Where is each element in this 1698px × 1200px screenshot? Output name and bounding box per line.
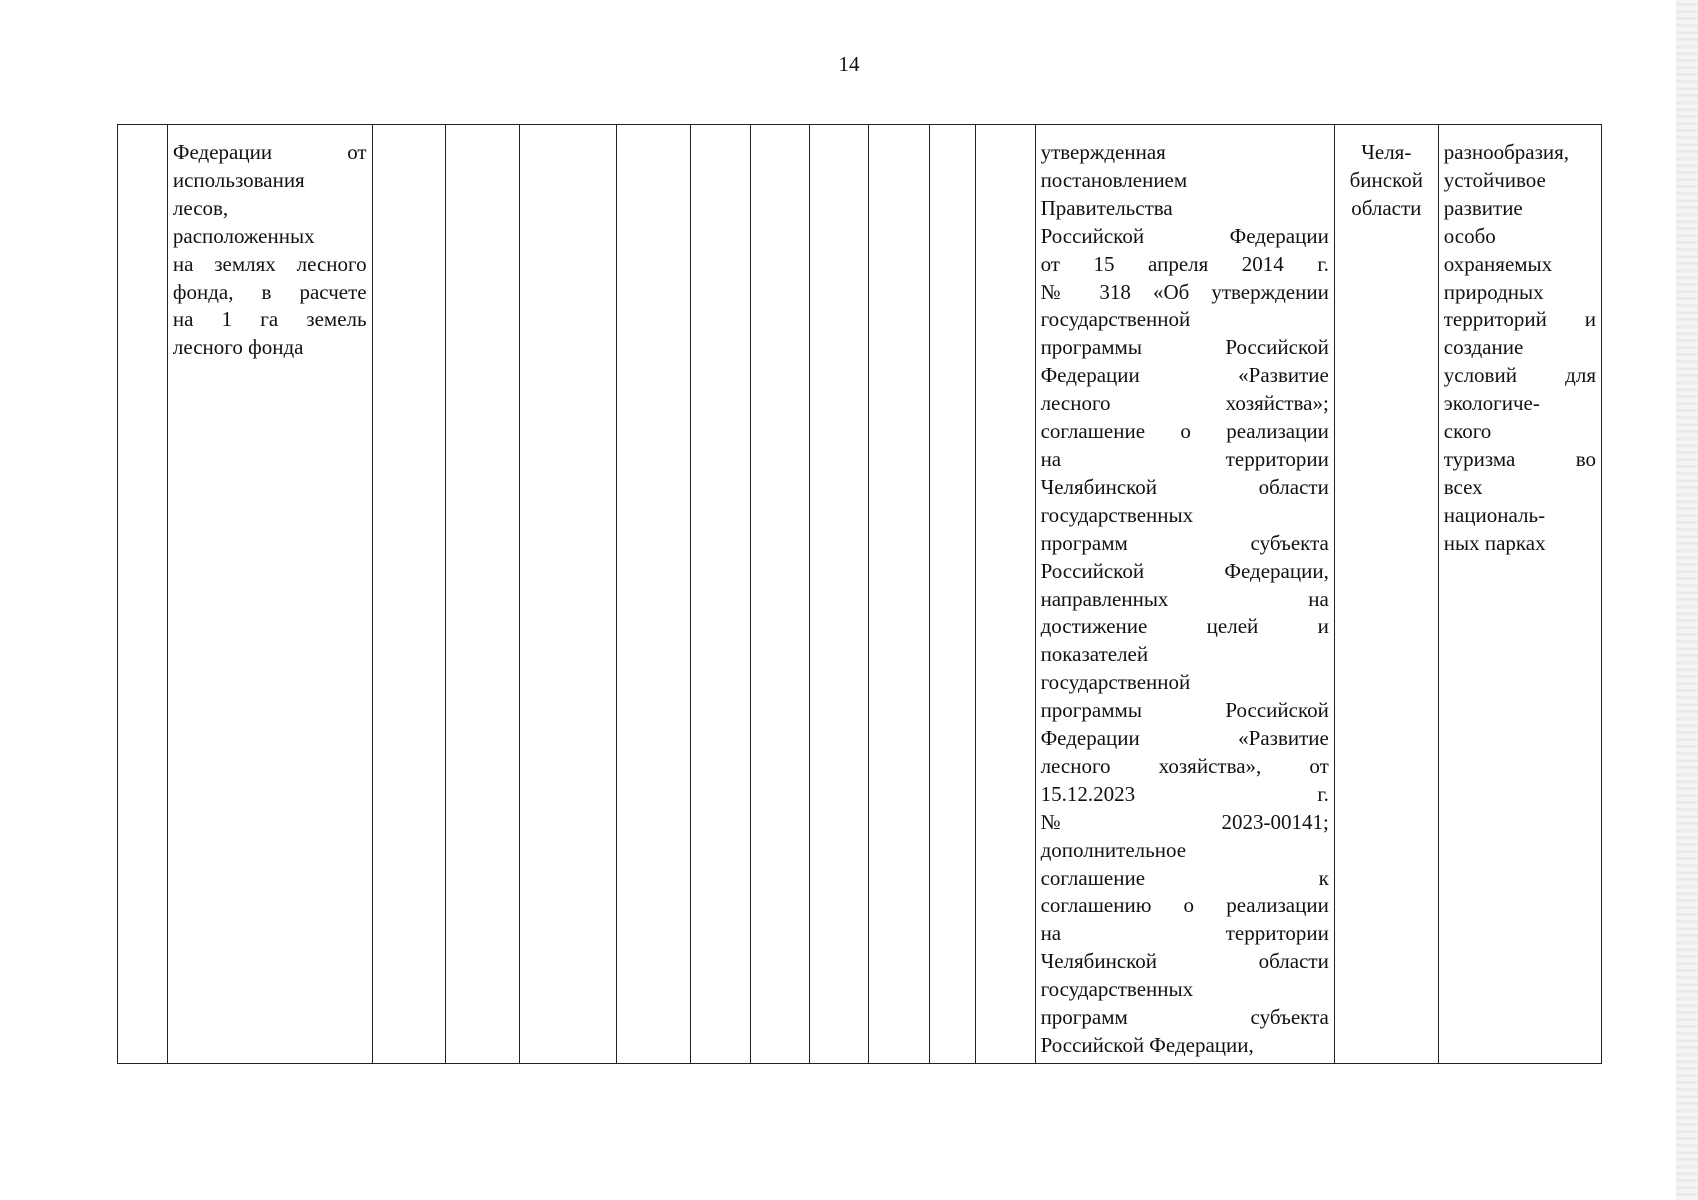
cell-number	[118, 125, 168, 1064]
cell-text-line: лесного хозяйства»;	[1040, 391, 1329, 416]
cell-empty	[372, 125, 446, 1064]
cell-text-line: дополнительное	[1040, 837, 1187, 862]
cell-text-line: устойчивое	[1443, 167, 1546, 192]
cell-text-line: программ субъекта	[1040, 530, 1329, 555]
cell-text-line: государственных	[1040, 502, 1194, 527]
cell-text-line: экологиче-	[1443, 391, 1540, 416]
cell-text-line: государственных	[1040, 977, 1194, 1002]
cell-text-line: территорий и	[1443, 307, 1596, 332]
cell-text-line: Федерации «Развитие	[1040, 363, 1329, 388]
cell-text-line: государственной	[1040, 670, 1191, 695]
cell-empty	[976, 125, 1035, 1064]
cell-text-line: расположенных	[172, 223, 315, 248]
cell-text-line: показателей	[1040, 642, 1149, 667]
cell-text-line: условий для	[1443, 363, 1596, 388]
cell-text-line: природных	[1443, 279, 1544, 304]
cell-text-line: соглашение о реализации	[1040, 419, 1329, 444]
cell-basis	[1035, 125, 1334, 1064]
cell-text-line: области	[1351, 195, 1422, 220]
cell-text-line: лесного хозяйства», от	[1040, 753, 1329, 778]
table-row	[118, 125, 1602, 1064]
cell-text-line: Российской Федерации	[1040, 223, 1329, 248]
cell-text-line: лесного фонда	[172, 335, 304, 360]
cell-text-line: разнообразия,	[1443, 140, 1570, 164]
cell-text-line: развитие	[1443, 195, 1523, 220]
cell-empty	[810, 125, 869, 1064]
cell-text-line: Федерации «Развитие	[1040, 726, 1329, 751]
cell-text-line: ных парках	[1443, 530, 1546, 555]
document-table	[117, 124, 1602, 1064]
cell-text-line: охраняемых	[1443, 251, 1553, 276]
cell-text-line: на территории	[1040, 446, 1329, 471]
cell-text-line: от 15 апреля 2014 г.	[1040, 251, 1329, 276]
cell-text-line: Челябинской области	[1040, 949, 1329, 974]
cell-empty	[869, 125, 929, 1064]
cell-text-line: бинской	[1349, 167, 1423, 192]
cell-text-line: создание	[1443, 335, 1524, 360]
cell-text-line: Федерации от	[172, 140, 367, 164]
cell-text-line: № 318 «Об утверждении	[1040, 279, 1329, 304]
cell-empty	[520, 125, 617, 1064]
cell-text-line: Челябинской области	[1040, 474, 1329, 499]
cell-text-line: на территории	[1040, 921, 1329, 946]
page-number: 14	[838, 52, 860, 76]
cell-text-line: постановлением	[1040, 167, 1188, 192]
cell-text-line: № 2023-00141;	[1040, 809, 1329, 834]
cell-text-line: соглашению о реализации	[1040, 893, 1329, 918]
cell-text-line: лесов,	[172, 195, 229, 220]
cell-empty	[446, 125, 520, 1064]
cell-text-line: на 1 га земель	[172, 307, 367, 332]
cell-text-line: соглашение к	[1040, 865, 1329, 890]
cell-text-line: достижение целей и	[1040, 614, 1329, 639]
cell-text-line: Правительства	[1040, 195, 1173, 220]
cell-text-line: 15.12.2023 г.	[1040, 781, 1329, 806]
cell-text-line: националь-	[1443, 502, 1546, 527]
cell-text-line: на землях лесного	[172, 251, 367, 276]
cell-goal	[1438, 125, 1601, 1064]
cell-text-line: использования	[172, 167, 305, 192]
cell-text-line: программ субъекта	[1040, 1005, 1329, 1030]
cell-empty	[690, 125, 750, 1064]
cell-empty	[616, 125, 690, 1064]
cell-text-line: туризма во	[1443, 446, 1596, 471]
cell-text-line: всех	[1443, 474, 1483, 499]
cell-empty	[750, 125, 809, 1064]
cell-text-line: Челя-	[1361, 140, 1412, 164]
cell-text-line: программы Российской	[1040, 335, 1329, 360]
cell-text-line: Российской Федерации,	[1040, 558, 1329, 583]
cell-text-line: программы Российской	[1040, 698, 1329, 723]
cell-region	[1334, 125, 1438, 1064]
cell-text-line: ского	[1443, 419, 1492, 444]
scan-edge	[1676, 0, 1698, 1200]
cell-text-line: утвержденная	[1040, 140, 1166, 164]
cell-text-line: особо	[1443, 223, 1496, 248]
cell-text-line: направленных на	[1040, 586, 1329, 611]
cell-text-line: Российской Федерации,	[1040, 1033, 1254, 1057]
cell-text-line: фонда, в расчете	[172, 279, 367, 304]
cell-indicator	[167, 125, 372, 1064]
cell-text-line: государственной	[1040, 307, 1191, 332]
cell-empty	[929, 125, 976, 1064]
